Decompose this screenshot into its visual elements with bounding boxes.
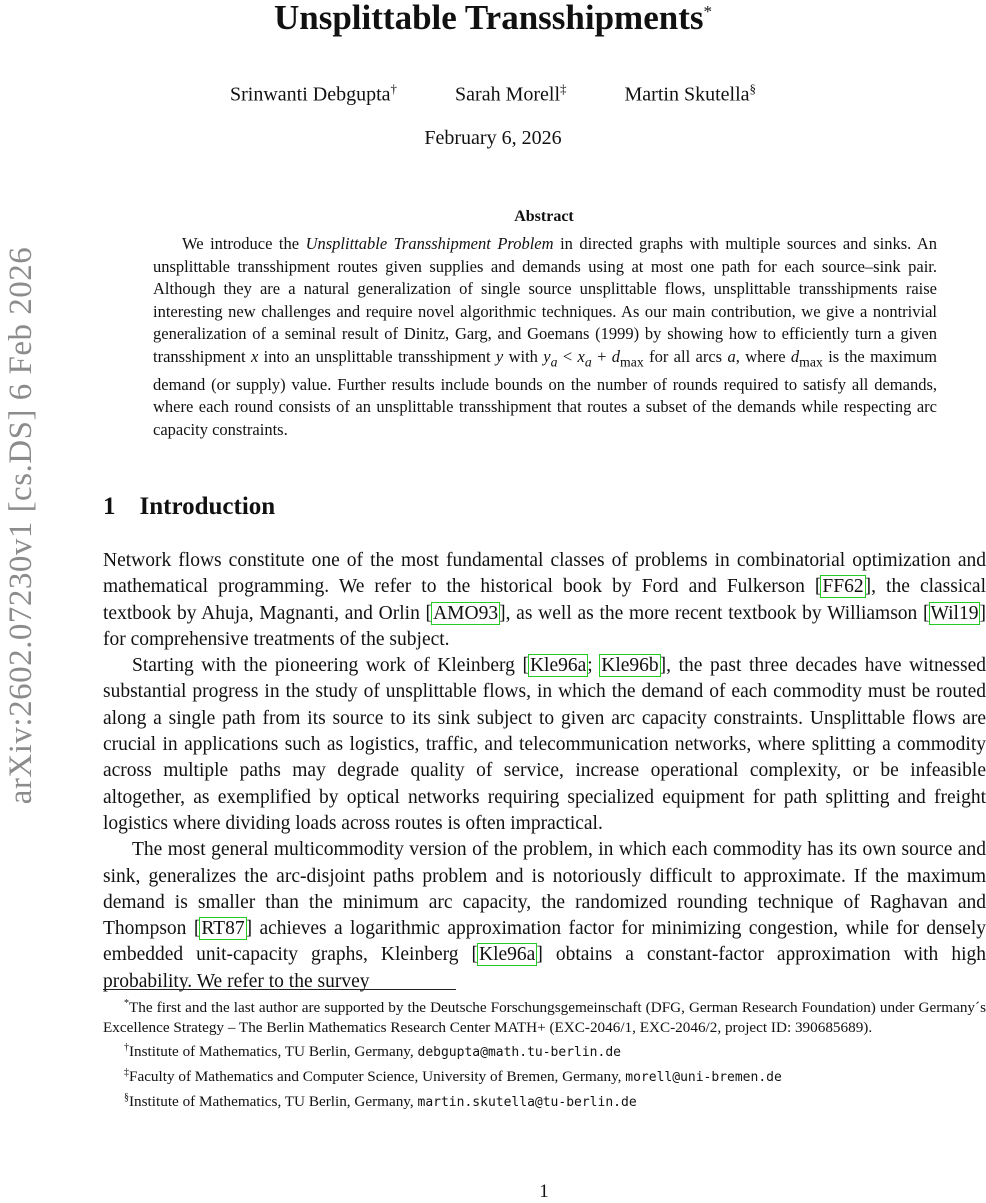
abstract-body <box>153 233 937 442</box>
math-subscript: a <box>550 354 558 370</box>
footnote <box>103 994 986 1038</box>
paragraph-text: Starting with the pioneering work of Kleinberg [ <box>132 655 529 677</box>
math-subscript: max <box>799 354 823 370</box>
abstract-text: in directed graphs with multiple sources and sinks. An unsplittable transshipment routes given supplies and demands using at most one path for each source–sink pair. Although they are a natural generalization of single source unsplittable flows, unsplittable transshipments raise interesting new challenges and require novel algorithmic techniques. As our main contribution, we give a nontrivial generalization of a seminal result of Dinitz, Garg, and Goemans (1999) by showing how to efficiently turn a given transshipment <box>153 234 938 366</box>
citation-link[interactable]: Wil19 <box>930 602 979 624</box>
author-list <box>0 81 986 107</box>
footnote-mark: § <box>124 1092 129 1104</box>
math-variable: x <box>250 346 259 366</box>
citation-link[interactable]: FF62 <box>822 576 864 598</box>
footnote-text: Institute of Mathematics, TU Berlin, Germany, <box>129 1043 418 1061</box>
abstract-text: with <box>503 346 544 366</box>
footnote <box>103 1063 986 1088</box>
footnote <box>103 1088 986 1113</box>
citation-link[interactable]: AMO93 <box>433 602 499 624</box>
paragraph <box>103 548 986 653</box>
author-footnote-mark: § <box>749 81 756 96</box>
paragraph-text: ], the classical textbook by Ahuja, Magnanti, and Orlin [ <box>103 576 986 624</box>
paper-title <box>0 0 986 38</box>
footnotes <box>103 994 986 1113</box>
paragraph-text: ] for comprehensive treatments of the subject. <box>103 602 986 650</box>
abstract-text: We introduce the <box>182 234 306 253</box>
section-number: 1 <box>103 493 116 520</box>
page-number: 1 <box>539 1181 549 1202</box>
footnote-mark: * <box>124 998 129 1009</box>
math-subscript: max <box>620 354 644 370</box>
paragraph <box>103 837 986 995</box>
math-variable: y <box>495 346 504 366</box>
footnote-divider <box>103 989 456 990</box>
math-inequality <box>543 346 644 370</box>
math-variable: x <box>577 346 585 366</box>
paragraph-text: The most general multicommodity version of the problem, in which each commodity has its own source and sink, generalizes the arc-disjoint paths problem and is notoriously difficult to approximate. If the maximum demand is smaller than the minimum arc capacity, the randomized rounding technique of Raghavan and Thompson [ <box>103 839 986 940</box>
paragraph <box>103 653 986 837</box>
arxiv-identifier-stamp <box>2 200 42 850</box>
footnote <box>103 1038 986 1063</box>
footnote-mark: ‡ <box>124 1067 129 1079</box>
section-title: Introduction <box>139 493 276 520</box>
email-address[interactable]: martin.skutella@tu-berlin.de <box>417 1095 637 1111</box>
footnote-text: Faculty of Mathematics and Computer Science, University of Bremen, Germany, <box>129 1068 626 1086</box>
paragraph-text: ], as well as the more recent textbook by Williamson [ <box>499 602 930 624</box>
author <box>455 81 566 107</box>
abstract-heading: Abstract <box>514 208 574 225</box>
math-variable: d <box>611 346 621 366</box>
citation-link[interactable]: Kle96a <box>529 655 587 677</box>
paragraph-text: ], the past three decades have witnessed substantial progress in the study of unsplittable flows, in which the demand of each commodity must be routed along a single path from its source to its sink subject to given arc capacity constraints. Unsplittable flows are crucial in applications such as logistics, traffic, and telecommunication networks, where splitting a commodity across multiple paths may degrade quality of service, increase operational complexity, or be infeasible altogether, as exemplified by optical networks requiring specialized equipment for path splitting and freight logistics where dividing loads across routes is often impractical. <box>103 655 986 834</box>
abstract-text: for all arcs <box>643 346 728 366</box>
author <box>230 81 397 107</box>
publication-date: February 6, 2026 <box>424 127 562 149</box>
footnote-mark: † <box>124 1042 129 1054</box>
title-footnote-mark: * <box>703 2 712 21</box>
author-name: Sarah Morell <box>455 83 561 106</box>
author <box>625 81 756 107</box>
paragraph-text: ] obtains a constant-factor approximation with high probability. We refer to the survey <box>103 944 986 992</box>
abstract-text: into an unsplittable transshipment <box>258 346 496 366</box>
author-name: Srinwanti Debgupta <box>230 83 391 106</box>
section-heading <box>103 493 275 521</box>
arxiv-identifier-text: arXiv:2602.07230v1 [cs.DS] 6 Feb 2026 <box>3 246 40 804</box>
footnote-text: Institute of Mathematics, TU Berlin, Germany, <box>129 1093 418 1111</box>
math-variable: d <box>790 346 800 366</box>
abstract-text: is the maximum demand (or supply) value. Further results include bounds on the number of rounds required to satisfy all demands, where each round consists of an unsplittable transshipment that routes a subset of the demands while respecting arc capacity constraints. <box>153 346 937 440</box>
author-footnote-mark: ‡ <box>560 81 567 96</box>
math-operator: < <box>557 346 578 366</box>
email-address[interactable]: debgupta@math.tu-berlin.de <box>417 1045 621 1061</box>
math-operator: + <box>591 346 612 366</box>
paragraph-text: Network flows constitute one of the most fundamental classes of problems in combinatorial optimization and mathematical programming. We refer to the historical book by Ford and Fulkerson [ <box>103 550 986 598</box>
citation-link[interactable]: RT87 <box>201 918 245 940</box>
author-footnote-mark: † <box>390 81 398 96</box>
math-subscript: a <box>584 354 592 370</box>
math-variable: a <box>727 346 736 366</box>
abstract-text: , where <box>735 346 791 366</box>
email-address[interactable]: morell@uni-bremen.de <box>625 1070 782 1086</box>
introduction-body <box>103 548 986 995</box>
abstract-problem-name: Unsplittable Transshipment Problem <box>305 234 554 253</box>
math-variable: y <box>543 346 551 366</box>
citation-separator: ; <box>587 655 601 677</box>
citation-link[interactable]: Kle96b <box>601 655 659 677</box>
footnote-text: The first and the last author are supported by the Deutsche Forschungsgemeinschaft (DFG, German Research Foundation) under Germany´s Excellence Strategy – The Berlin Mathematics Research Center MATH+ (EXC-2046/1, EXC-2046/2, project ID: 390685689). <box>103 999 986 1037</box>
author-name: Martin Skutella <box>624 83 750 106</box>
paragraph-text: ] achieves a logarithmic approximation factor for minimizing congestion, while for densely embedded unit-capacity graphs, Kleinberg [ <box>103 918 986 966</box>
citation-link[interactable]: Kle96a <box>479 944 536 966</box>
paper-title-text: Unsplittable Transshipments <box>273 0 704 37</box>
